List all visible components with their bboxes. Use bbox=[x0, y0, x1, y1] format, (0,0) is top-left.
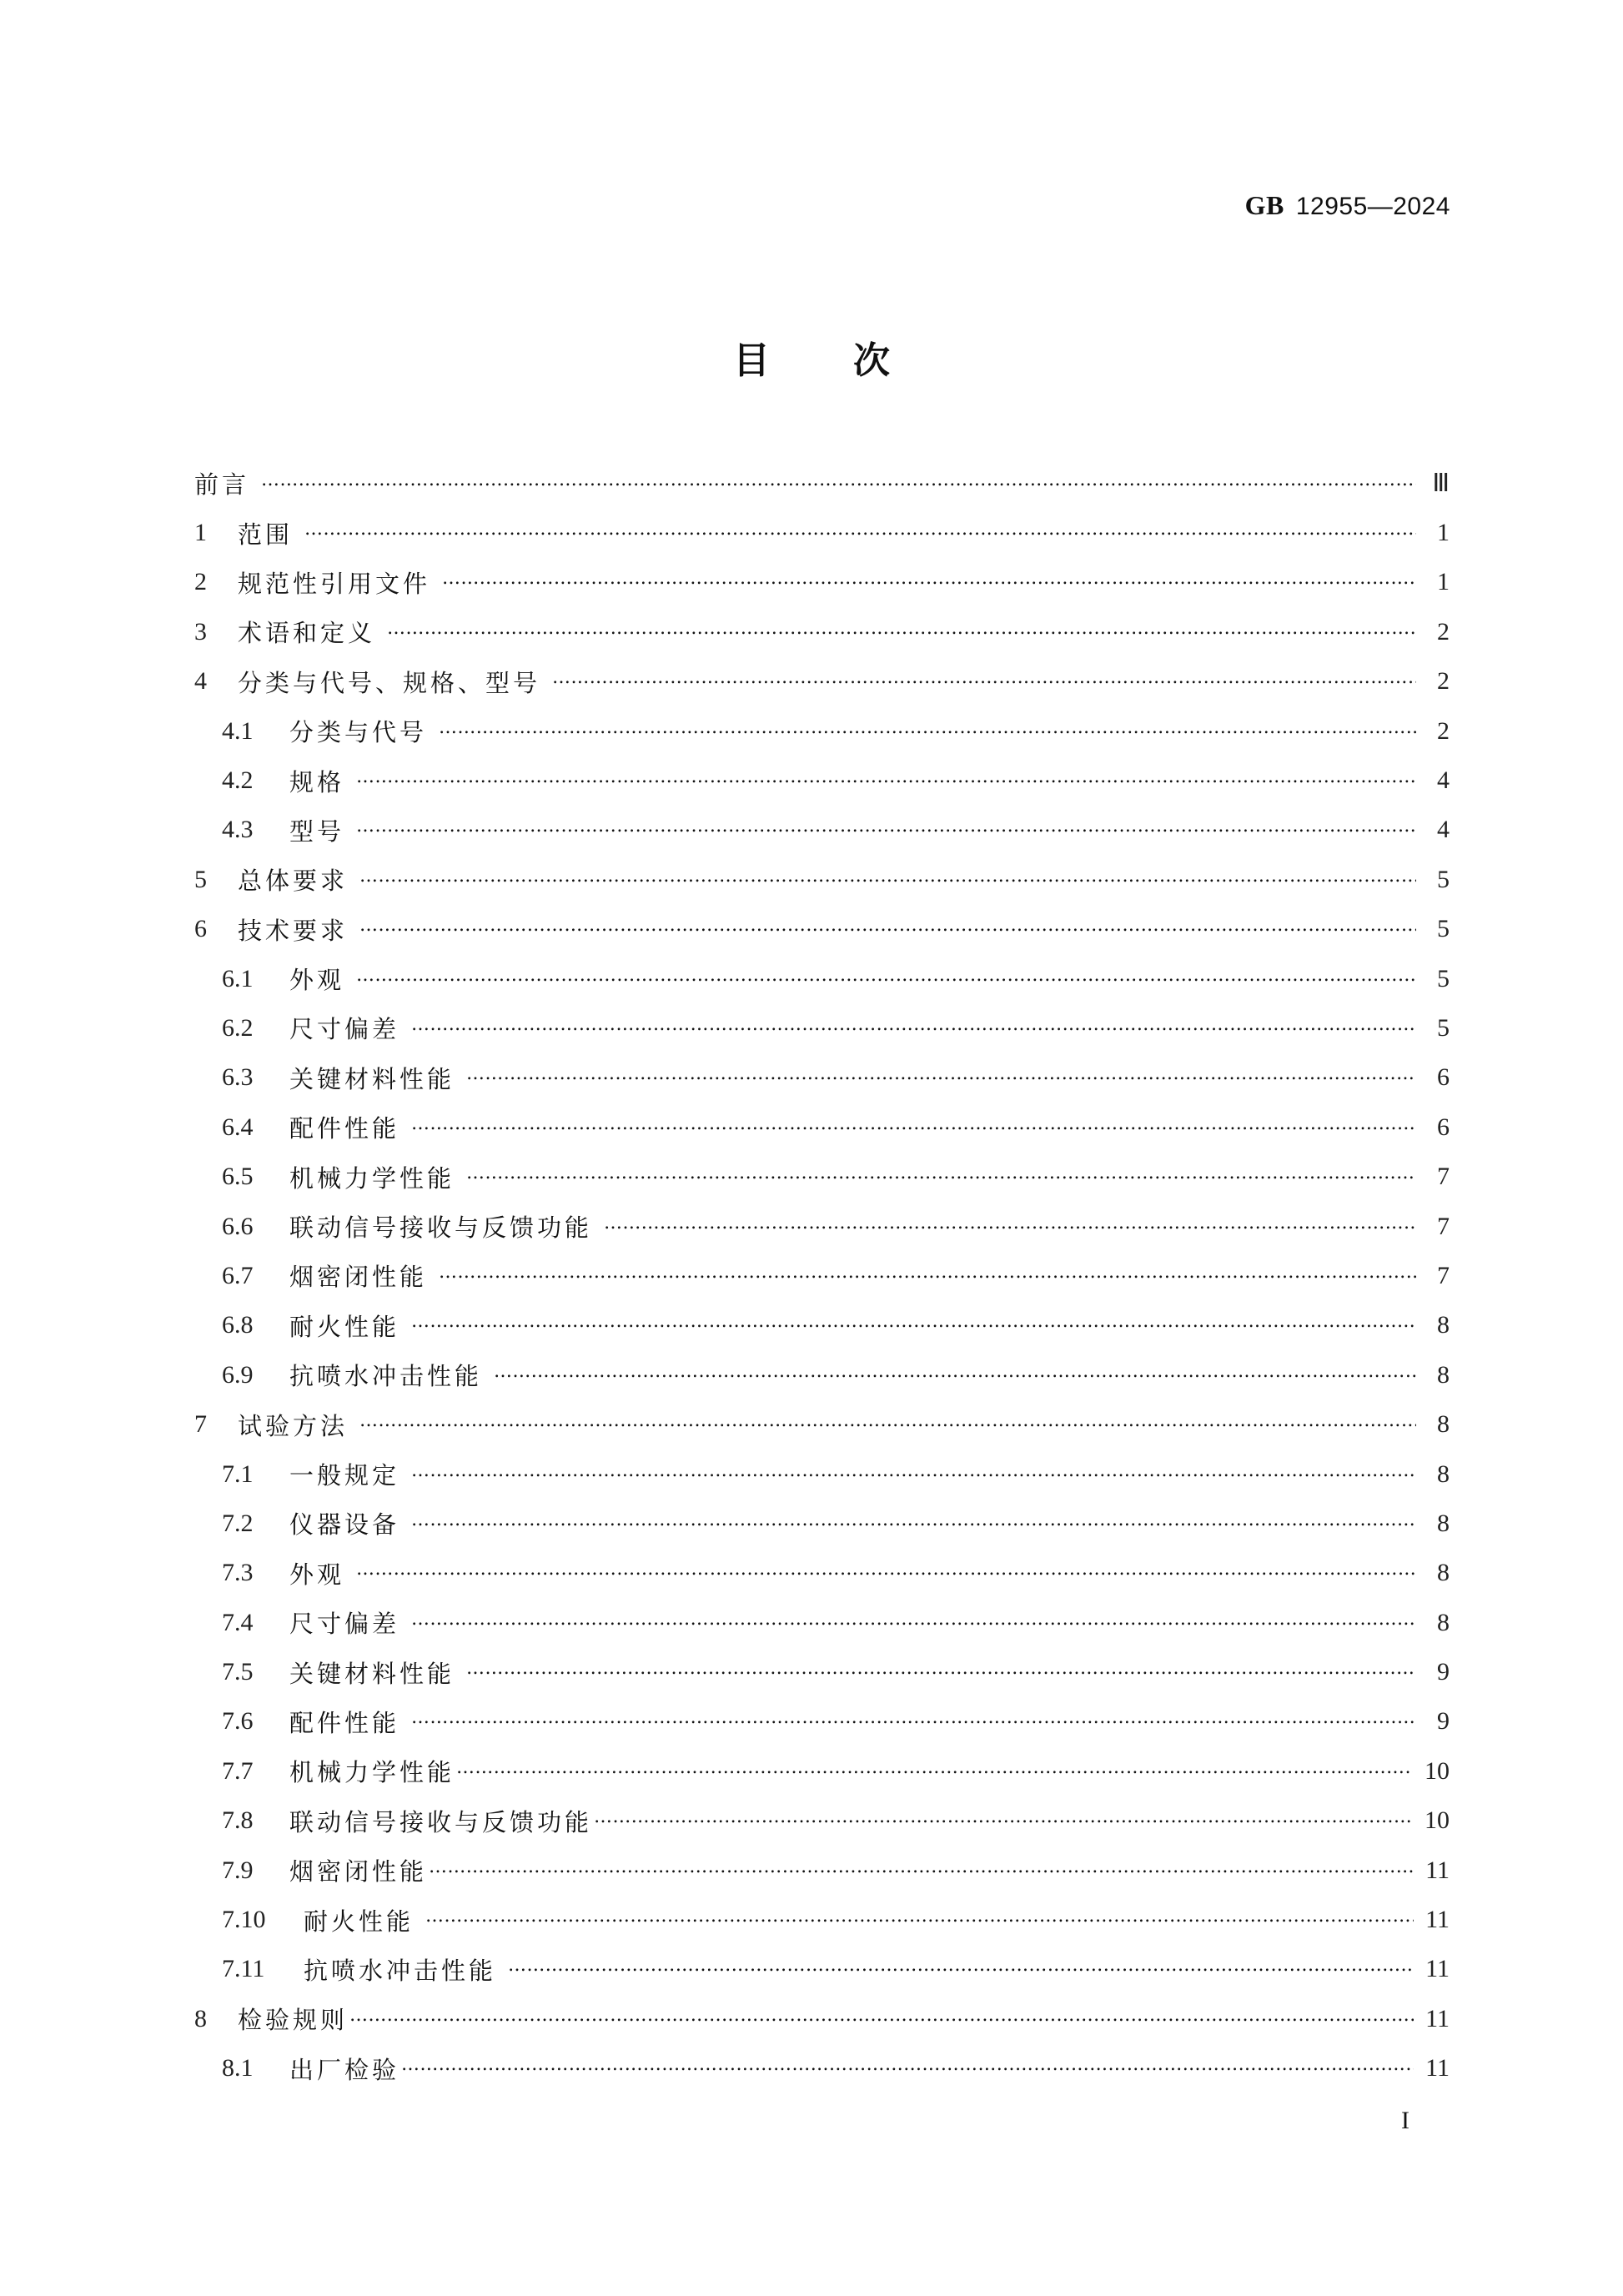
toc-entry-title: 分类与代号 bbox=[289, 718, 428, 747]
dot-leader bbox=[425, 1907, 1414, 1932]
toc-entry-title: 术语和定义 bbox=[238, 619, 376, 648]
toc-entry-title: 技术要求 bbox=[238, 916, 349, 945]
toc-entry-page: 11 bbox=[1425, 1856, 1450, 1884]
toc-entry[interactable] bbox=[194, 1202, 1450, 1251]
toc-entry-page: 8 bbox=[1437, 1410, 1450, 1439]
dot-leader bbox=[442, 570, 1416, 595]
toc-entry-title: 耐火性能 bbox=[304, 1907, 415, 1936]
dot-leader bbox=[356, 768, 1416, 793]
dot-leader bbox=[439, 719, 1416, 744]
toc-entry-page: 1 bbox=[1437, 519, 1450, 547]
dot-leader bbox=[594, 1808, 1413, 1833]
toc-entry[interactable] bbox=[194, 558, 1450, 607]
toc-entry-title: 联动信号接收与反馈功能 bbox=[289, 1213, 593, 1243]
toc-entry[interactable] bbox=[194, 657, 1450, 706]
dot-leader bbox=[356, 1560, 1416, 1585]
dot-leader bbox=[466, 1065, 1416, 1090]
toc-entry-number: 6.2 bbox=[222, 1013, 254, 1042]
toc-entry-page: Ⅲ bbox=[1432, 470, 1450, 498]
toc-entry-number: 3 bbox=[194, 617, 207, 646]
dot-leader bbox=[508, 1957, 1414, 1982]
toc-entry-page: 6 bbox=[1437, 1063, 1450, 1092]
toc-entry-page: 4 bbox=[1437, 766, 1450, 795]
toc-entry-title: 机械力学性能 bbox=[289, 1758, 455, 1787]
toc-entry-title: 配件性能 bbox=[289, 1708, 400, 1737]
toc-entry-page: 11 bbox=[1425, 1906, 1450, 1934]
toc-entry[interactable] bbox=[194, 1251, 1450, 1300]
toc-entry-title: 规范性引用文件 bbox=[238, 569, 431, 598]
toc-entry-title: 配件性能 bbox=[289, 1114, 400, 1143]
toc-entry[interactable] bbox=[194, 706, 1450, 756]
toc-entry-number: 6.5 bbox=[222, 1163, 254, 1191]
toc-entry-page: 7 bbox=[1437, 1212, 1450, 1240]
dot-leader bbox=[411, 1115, 1416, 1140]
dot-leader bbox=[411, 1709, 1416, 1734]
toc-entry[interactable] bbox=[194, 1301, 1450, 1350]
toc-entry-page: 5 bbox=[1437, 915, 1450, 943]
toc-entry-number: 7.8 bbox=[222, 1806, 254, 1835]
dot-leader bbox=[439, 1264, 1416, 1289]
toc-entry[interactable] bbox=[194, 459, 1450, 508]
toc-entry-title: 关键材料性能 bbox=[289, 1659, 455, 1688]
dot-leader bbox=[359, 917, 1416, 942]
toc-entry-number: 6.8 bbox=[222, 1311, 254, 1339]
toc-entry-number: 4.1 bbox=[222, 716, 254, 745]
toc-entry[interactable] bbox=[194, 1499, 1450, 1548]
toc-entry-title: 尺寸偏差 bbox=[289, 1610, 400, 1639]
toc-entry-number: 4 bbox=[194, 667, 207, 696]
dot-leader bbox=[356, 817, 1416, 842]
toc-entry-number: 7.2 bbox=[222, 1509, 254, 1537]
dot-leader bbox=[401, 2056, 1414, 2081]
toc-entry-page: 11 bbox=[1425, 1955, 1450, 1983]
toc-entry-page: 6 bbox=[1437, 1113, 1450, 1141]
dot-leader bbox=[494, 1363, 1416, 1388]
toc-entry-title: 出厂检验 bbox=[289, 2055, 400, 2084]
toc-entry-title: 试验方法 bbox=[238, 1411, 349, 1440]
toc-entry-page: 1 bbox=[1437, 568, 1450, 596]
dot-leader bbox=[456, 1759, 1413, 1784]
toc-entry[interactable] bbox=[194, 1549, 1450, 1598]
toc-entry[interactable] bbox=[194, 1053, 1450, 1103]
toc-entry-title: 型号 bbox=[289, 816, 345, 846]
toc-entry[interactable] bbox=[194, 607, 1450, 656]
toc-entry[interactable] bbox=[194, 1697, 1450, 1746]
toc-entry-title: 联动信号接收与反馈功能 bbox=[289, 1807, 593, 1836]
dot-leader bbox=[356, 967, 1416, 992]
toc-entry-page: 2 bbox=[1437, 617, 1450, 646]
toc-entry-page: 8 bbox=[1437, 1559, 1450, 1587]
toc-entry-page: 8 bbox=[1437, 1509, 1450, 1537]
toc-entry-title: 抗喷水冲击性能 bbox=[289, 1362, 483, 1391]
dot-leader bbox=[604, 1214, 1416, 1239]
toc-entry[interactable] bbox=[194, 756, 1450, 805]
toc-entry[interactable] bbox=[194, 1746, 1450, 1796]
toc-entry[interactable] bbox=[194, 855, 1450, 904]
toc-entry-title: 范围 bbox=[238, 520, 294, 549]
toc-entry-number: 7.10 bbox=[222, 1906, 266, 1934]
table-of-contents bbox=[194, 459, 1450, 2093]
toc-entry-number: 6.1 bbox=[222, 964, 254, 992]
toc-entry-page: 7 bbox=[1437, 1163, 1450, 1191]
toc-entry-page: 7 bbox=[1437, 1261, 1450, 1289]
toc-entry-page: 10 bbox=[1425, 1756, 1450, 1785]
toc-entry[interactable] bbox=[194, 1796, 1450, 1846]
standard-prefix: GB bbox=[1244, 190, 1284, 220]
dot-leader bbox=[552, 669, 1416, 694]
toc-entry-title: 外观 bbox=[289, 1560, 345, 1589]
toc-entry-title: 烟密闭性能 bbox=[289, 1857, 428, 1887]
toc-entry[interactable] bbox=[194, 1945, 1450, 1994]
toc-entry[interactable] bbox=[194, 2044, 1450, 2093]
dot-leader bbox=[466, 1660, 1416, 1685]
standard-number: 12955—2024 bbox=[1295, 193, 1450, 220]
toc-entry-page: 5 bbox=[1437, 865, 1450, 893]
toc-entry-number: 7.11 bbox=[222, 1955, 265, 1983]
toc-entry-page: 9 bbox=[1437, 1707, 1450, 1736]
toc-entry-number: 8.1 bbox=[222, 2054, 254, 2082]
toc-entry[interactable] bbox=[194, 1994, 1450, 2043]
toc-entry-page: 2 bbox=[1437, 667, 1450, 696]
toc-entry-number: 7.3 bbox=[222, 1559, 254, 1587]
dot-leader bbox=[411, 1016, 1416, 1041]
toc-entry[interactable] bbox=[194, 954, 1450, 1003]
toc-entry[interactable] bbox=[194, 1399, 1450, 1449]
toc-entry[interactable] bbox=[194, 1846, 1450, 1895]
toc-entry-title: 抗喷水冲击性能 bbox=[304, 1956, 497, 1985]
toc-entry-page: 8 bbox=[1437, 1608, 1450, 1636]
footer-page-number: I bbox=[1401, 2107, 1409, 2134]
standard-number-header bbox=[1245, 190, 1450, 221]
dot-leader bbox=[387, 620, 1416, 645]
dot-leader bbox=[466, 1164, 1416, 1189]
toc-entry-title: 外观 bbox=[289, 966, 345, 995]
toc-entry-title: 一般规定 bbox=[289, 1461, 400, 1490]
toc-entry-page: 8 bbox=[1437, 1360, 1450, 1389]
toc-entry-number: 6.9 bbox=[222, 1360, 254, 1389]
toc-entry[interactable] bbox=[194, 1647, 1450, 1696]
toc-entry-page: 8 bbox=[1437, 1311, 1450, 1339]
toc-entry[interactable] bbox=[194, 1103, 1450, 1152]
dot-leader bbox=[411, 1610, 1416, 1635]
toc-entry-page: 11 bbox=[1425, 2054, 1450, 2082]
toc-entry-page: 8 bbox=[1437, 1459, 1450, 1488]
dot-leader bbox=[261, 471, 1416, 496]
toc-entry-title: 耐火性能 bbox=[289, 1312, 400, 1341]
toc-entry-number: 5 bbox=[194, 865, 207, 893]
toc-entry-page: 10 bbox=[1425, 1806, 1450, 1835]
toc-entry-page: 2 bbox=[1437, 716, 1450, 745]
dot-leader bbox=[411, 1313, 1416, 1338]
toc-entry-number: 7.5 bbox=[222, 1658, 254, 1686]
dot-leader bbox=[359, 1412, 1416, 1437]
toc-entry-title: 尺寸偏差 bbox=[289, 1015, 400, 1044]
toc-entry-title: 机械力学性能 bbox=[289, 1163, 455, 1193]
toc-entry-title: 烟密闭性能 bbox=[289, 1263, 428, 1292]
dot-leader bbox=[359, 867, 1416, 892]
toc-entry-number: 6.4 bbox=[222, 1113, 254, 1141]
toc-entry-number: 6.7 bbox=[222, 1261, 254, 1289]
toc-entry-number: 6.3 bbox=[222, 1063, 254, 1092]
toc-entry-number: 8 bbox=[194, 2004, 207, 2032]
toc-entry[interactable] bbox=[194, 1350, 1450, 1399]
dot-leader bbox=[304, 520, 1416, 545]
toc-entry-number: 7 bbox=[194, 1410, 207, 1439]
toc-entry-title: 检验规则 bbox=[238, 2006, 349, 2035]
toc-entry-number: 4.3 bbox=[222, 816, 254, 844]
toc-entry-page: 5 bbox=[1437, 964, 1450, 992]
toc-entry[interactable] bbox=[194, 1449, 1450, 1499]
toc-entry[interactable] bbox=[194, 1003, 1450, 1053]
dot-leader bbox=[429, 1858, 1414, 1883]
toc-entry-number: 7.1 bbox=[222, 1459, 254, 1488]
toc-entry-title: 前言 bbox=[194, 470, 250, 500]
toc-entry-title: 总体要求 bbox=[238, 867, 349, 896]
toc-entry-number: 7.7 bbox=[222, 1756, 254, 1785]
toc-entry[interactable] bbox=[194, 806, 1450, 855]
toc-entry-page: 4 bbox=[1437, 816, 1450, 844]
title-char-2: 次 bbox=[853, 339, 890, 382]
toc-entry[interactable] bbox=[194, 1895, 1450, 1944]
toc-entry-page: 11 bbox=[1425, 2004, 1450, 2032]
page-title bbox=[0, 330, 1623, 384]
toc-entry-number: 7.6 bbox=[222, 1707, 254, 1736]
toc-entry-page: 9 bbox=[1437, 1658, 1450, 1686]
toc-entry-number: 7.9 bbox=[222, 1856, 254, 1884]
toc-entry-number: 6.6 bbox=[222, 1212, 254, 1240]
title-char-1: 目 bbox=[733, 339, 770, 382]
toc-entry-page: 5 bbox=[1437, 1013, 1450, 1042]
toc-entry-title: 仪器设备 bbox=[289, 1510, 400, 1540]
toc-entry-title: 关键材料性能 bbox=[289, 1064, 455, 1093]
toc-entry-number: 7.4 bbox=[222, 1608, 254, 1636]
toc-entry-title: 分类与代号、规格、型号 bbox=[238, 668, 541, 697]
toc-entry-number: 1 bbox=[194, 519, 207, 547]
dot-leader bbox=[349, 2007, 1414, 2032]
toc-entry[interactable] bbox=[194, 1598, 1450, 1647]
dot-leader bbox=[411, 1511, 1416, 1536]
toc-entry-number: 2 bbox=[194, 568, 207, 596]
toc-entry-number: 4.2 bbox=[222, 766, 254, 795]
dot-leader bbox=[411, 1462, 1416, 1487]
toc-entry[interactable] bbox=[194, 508, 1450, 557]
toc-entry-title: 规格 bbox=[289, 767, 345, 796]
toc-entry-number: 6 bbox=[194, 915, 207, 943]
toc-entry[interactable] bbox=[194, 905, 1450, 954]
toc-entry[interactable] bbox=[194, 1152, 1450, 1201]
